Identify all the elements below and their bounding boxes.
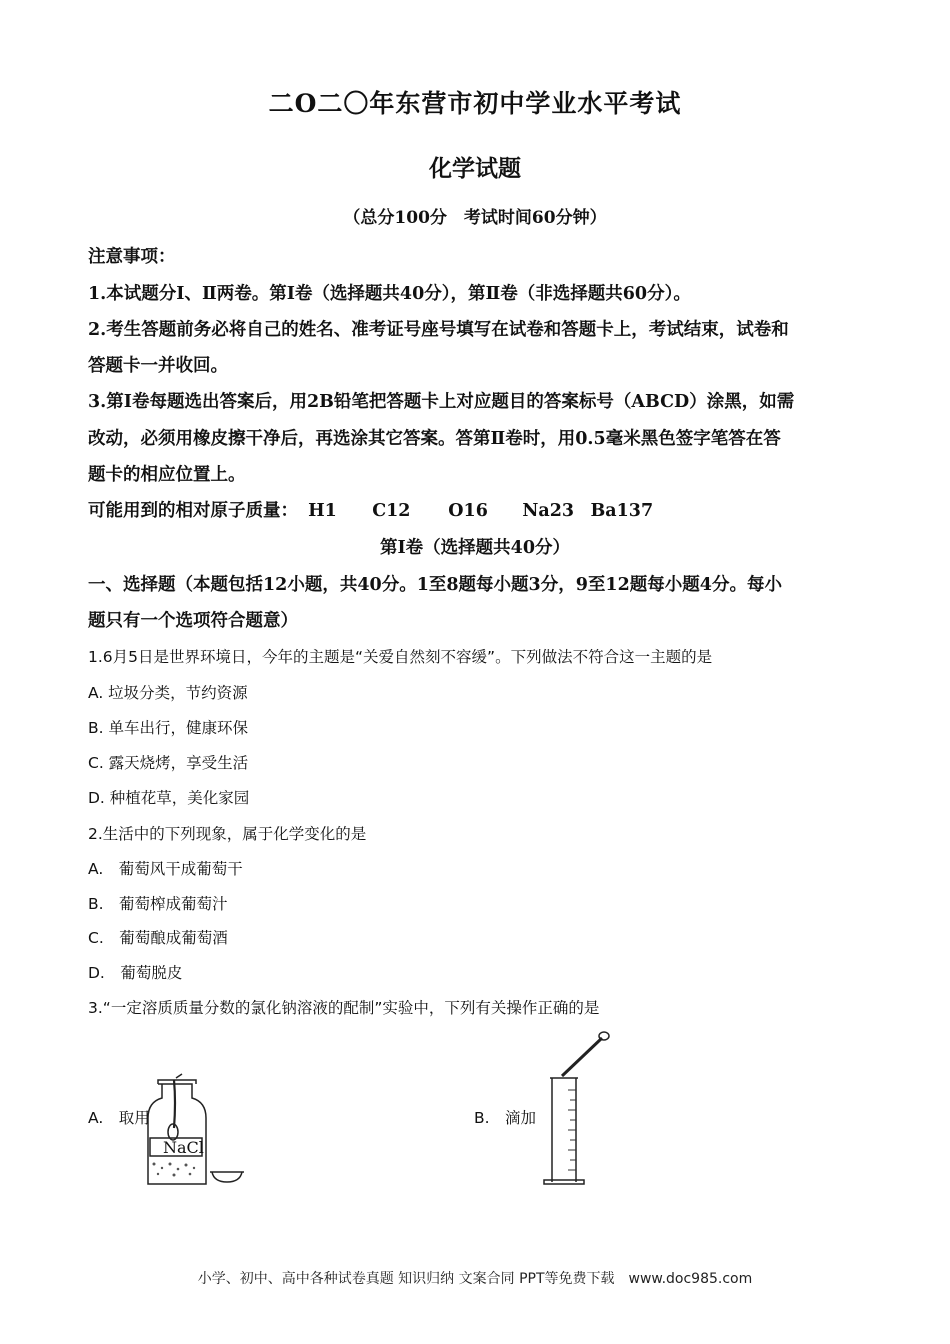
question-3-option-a: A. 取用 (88, 1109, 150, 1127)
question-2-stem: 2.生活中的下列现象，属于化学变化的是 (88, 825, 367, 843)
section-1-title: 第Ⅰ卷（选择题共40分） (379, 538, 571, 558)
atomic-masses-label: 可能用到的相对原子质量： (88, 501, 298, 521)
note-3-line-3: 题卡的相应位置上。 (88, 465, 246, 485)
question-1-stem: 1.6月5日是世界环境日，今年的主题是“关爱自然刻不容缓”。下列做法不符合这一主题的是 (88, 648, 713, 666)
graduated-cylinder-illustration (540, 1030, 620, 1190)
question-2-option-b: B. 葡萄榨成葡萄汁 (88, 895, 228, 913)
question-2-option-a: A. 葡萄风干成葡萄干 (88, 860, 243, 878)
question-3-stem: 3.“一定溶质质量分数的氯化钠溶液的配制”实验中，下列有关操作正确的是 (88, 999, 600, 1017)
note-1: 1.本试题分Ⅰ、Ⅱ两卷。第Ⅰ卷（选择题共40分），第Ⅱ卷（非选择题共60分）。 (88, 284, 691, 304)
question-1-option-c: C. 露天烧烤，享受生活 (88, 754, 249, 772)
subject-title: 化学试题 (429, 155, 521, 182)
notes-heading: 注意事项： (88, 247, 176, 267)
note-3-line-1: 3.第Ⅰ卷每题选出答案后，用2B铅笔把答题卡上对应题目的答案标号（ABCD）涂黑，如需 (88, 392, 795, 412)
note-3-line-2: 改动，必须用橡皮擦干净后，再选涂其它答案。答第Ⅱ卷时，用0.5毫米黑色签字笔答在答 (88, 429, 781, 449)
note-2-line-1: 2.考生答题前务必将自己的姓名、准考证号座号填写在试卷和答题卡上，考试结束，试卷和 (88, 320, 789, 340)
question-3-option-b: B. 滴加 (474, 1109, 537, 1127)
mass-na: Na23 (522, 501, 575, 521)
bottle-label: NaCl (163, 1138, 204, 1157)
mass-o: O16 (448, 501, 488, 521)
atomic-masses (88, 497, 868, 522)
question-2-option-c: C. 葡萄酿成葡萄酒 (88, 929, 228, 947)
section-1-instructions-line-2: 题只有一个选项符合题意） (88, 611, 298, 631)
question-1-option-d: D. 种植花草，美化家园 (88, 789, 250, 807)
mass-c: C12 (372, 501, 411, 521)
exam-info: （总分100分 考试时间60分钟） (343, 208, 607, 228)
section-1-instructions-line-1: 一、选择题（本题包括12小题，共40分。1至8题每小题3分，9至12题每小题4分。每小 (88, 575, 782, 595)
question-2-option-d: D. 葡萄脱皮 (88, 964, 183, 982)
question-1-option-b: B. 单车出行，健康环保 (88, 719, 248, 737)
reagent-bottle-illustration (140, 1072, 250, 1192)
mass-ba: Ba137 (590, 501, 654, 521)
question-1-option-a: A. 垃圾分类，节约资源 (88, 684, 248, 702)
note-2-line-2: 答题卡一并收回。 (88, 356, 228, 376)
page-footer: 小学、初中、高中各种试卷真题 知识归纳 文案合同 PPT等免费下载 www.doc985.com (197, 1271, 753, 1287)
mass-h: H1 (308, 501, 337, 521)
exam-title: 二O二〇年东营市初中学业水平考试 (268, 89, 682, 118)
